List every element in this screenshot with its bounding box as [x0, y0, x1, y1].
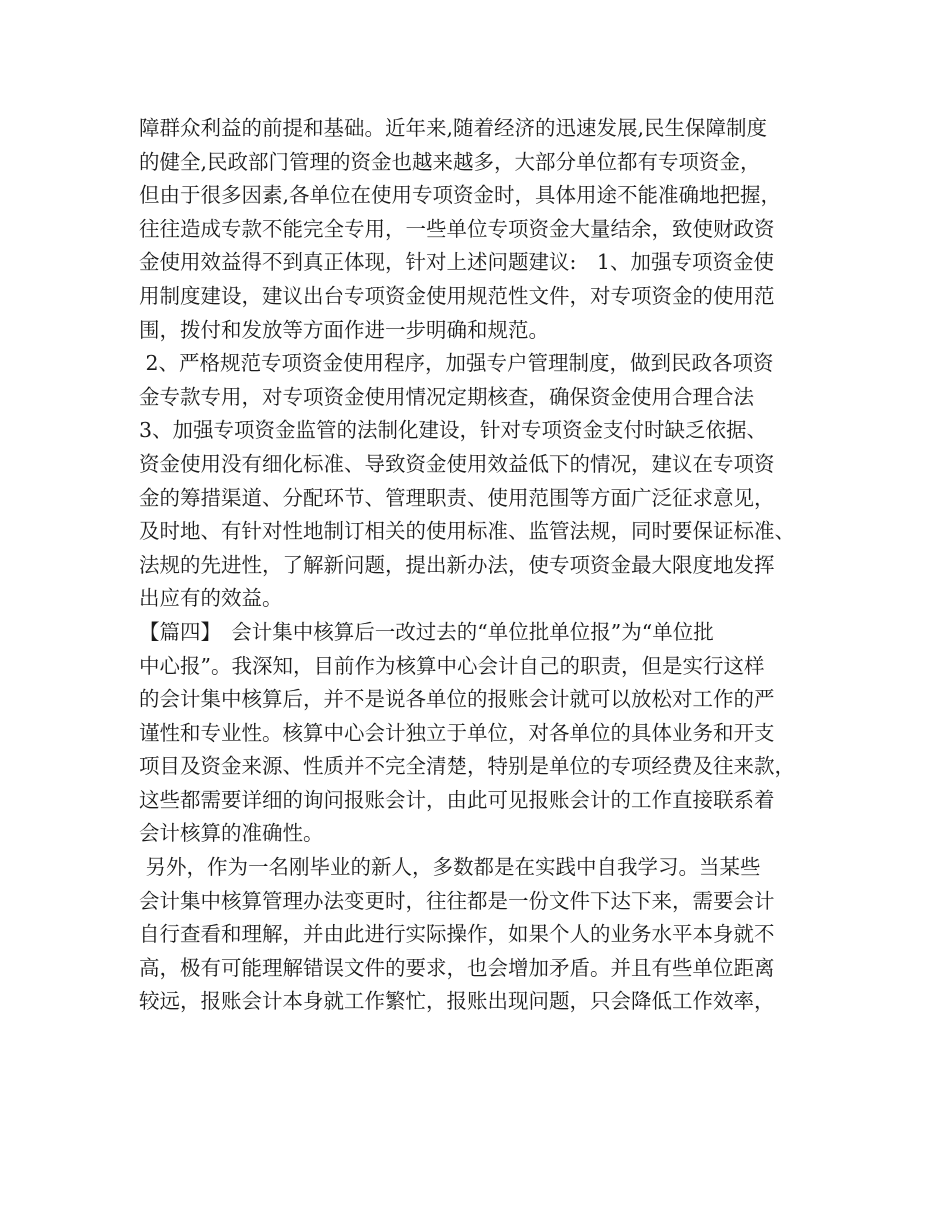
text-line-16: 【篇四】 会计集中核算后一改过去的“单位批单位报”为“单位批 [139, 619, 714, 644]
text-line-15: 出应有的效益。 [139, 586, 283, 611]
text-line-17: 中心报”。我深知，目前作为核算中心会计自己的职责，但是实行这样 [139, 653, 765, 678]
text-line-11: 资金使用没有细化标准、导致资金使用效益低下的情况，建议在专项资 [139, 451, 775, 476]
text-line-22: 会计核算的准确性。 [139, 821, 324, 846]
text-line-3: 但由于很多因素,各单位在使用专项资金时，具体用途不能准确地把握， [139, 183, 782, 208]
text-line-7: 围，拨付和发放等方面作进一步明确和规范。 [139, 317, 549, 342]
text-line-4: 往往造成专款不能完全专用，一些单位专项资金大量结余，致使财政资 [139, 216, 775, 241]
text-line-19: 谨性和专业性。核算中心会计独立于单位，对各单位的具体业务和开支 [139, 720, 775, 745]
text-line-6: 用制度建设，建议出台专项资金使用规范性文件，对专项资金的使用范 [139, 283, 775, 308]
text-line-23: 另外，作为一名刚毕业的新人，多数都是在实践中自我学习。当某些 [139, 855, 761, 880]
text-line-24: 会计集中核算管理办法变更时，往往都是一份文件下达下来，需要会计 [139, 888, 775, 913]
text-line-1: 障群众利益的前提和基础。近年来,随着经济的迅速发展,民生保障制度 [139, 116, 768, 140]
text-line-27: 较远，报账会计本身就工作繁忙，报账出现问题，只会降低工作效率， [139, 989, 775, 1014]
text-line-13: 及时地、有针对性地制订相关的使用标准、监管法规，同时要保证标准、 [139, 519, 795, 544]
text-line-5: 金使用效益得不到真正体现，针对上述问题建议: 1、加强专项资金使 [139, 250, 774, 275]
text-line-2: 的健全,民政部门管理的资金也越来越多，大部分单位都有专项资金， [139, 149, 761, 174]
text-line-18: 的会计集中核算后，并不是说各单位的报账会计就可以放松对工作的严 [139, 687, 775, 712]
body-text [139, 112, 829, 1019]
text-line-26: 高，极有可能理解错误文件的要求，也会增加矛盾。并且有些单位距离 [139, 955, 775, 980]
text-line-21: 这些都需要详细的询问报账会计，由此可见报账会计的工作直接联系着 [139, 787, 775, 812]
text-line-25: 自行查看和理解，并由此进行实际操作，如果个人的业务水平本身就不 [139, 922, 775, 947]
text-line-14: 法规的先进性，了解新问题，提出新办法，使专项资金最大限度地发挥 [139, 552, 775, 577]
text-line-12: 金的筹措渠道、分配环节、管理职责、使用范围等方面广泛征求意见， [139, 485, 775, 510]
text-line-10: 3、加强专项资金监管的法制化建设，针对专项资金支付时缺乏依据、 [139, 418, 768, 443]
text-line-8: 2、严格规范专项资金使用程序，加强专户管理制度，做到民政各项资 [139, 351, 774, 376]
text-line-9: 金专款专用，对专项资金使用情况定期核查，确保资金使用合理合法 [139, 384, 754, 409]
text-line-20: 项目及资金来源、性质并不完全清楚，特别是单位的专项经费及往来款， [139, 754, 795, 779]
